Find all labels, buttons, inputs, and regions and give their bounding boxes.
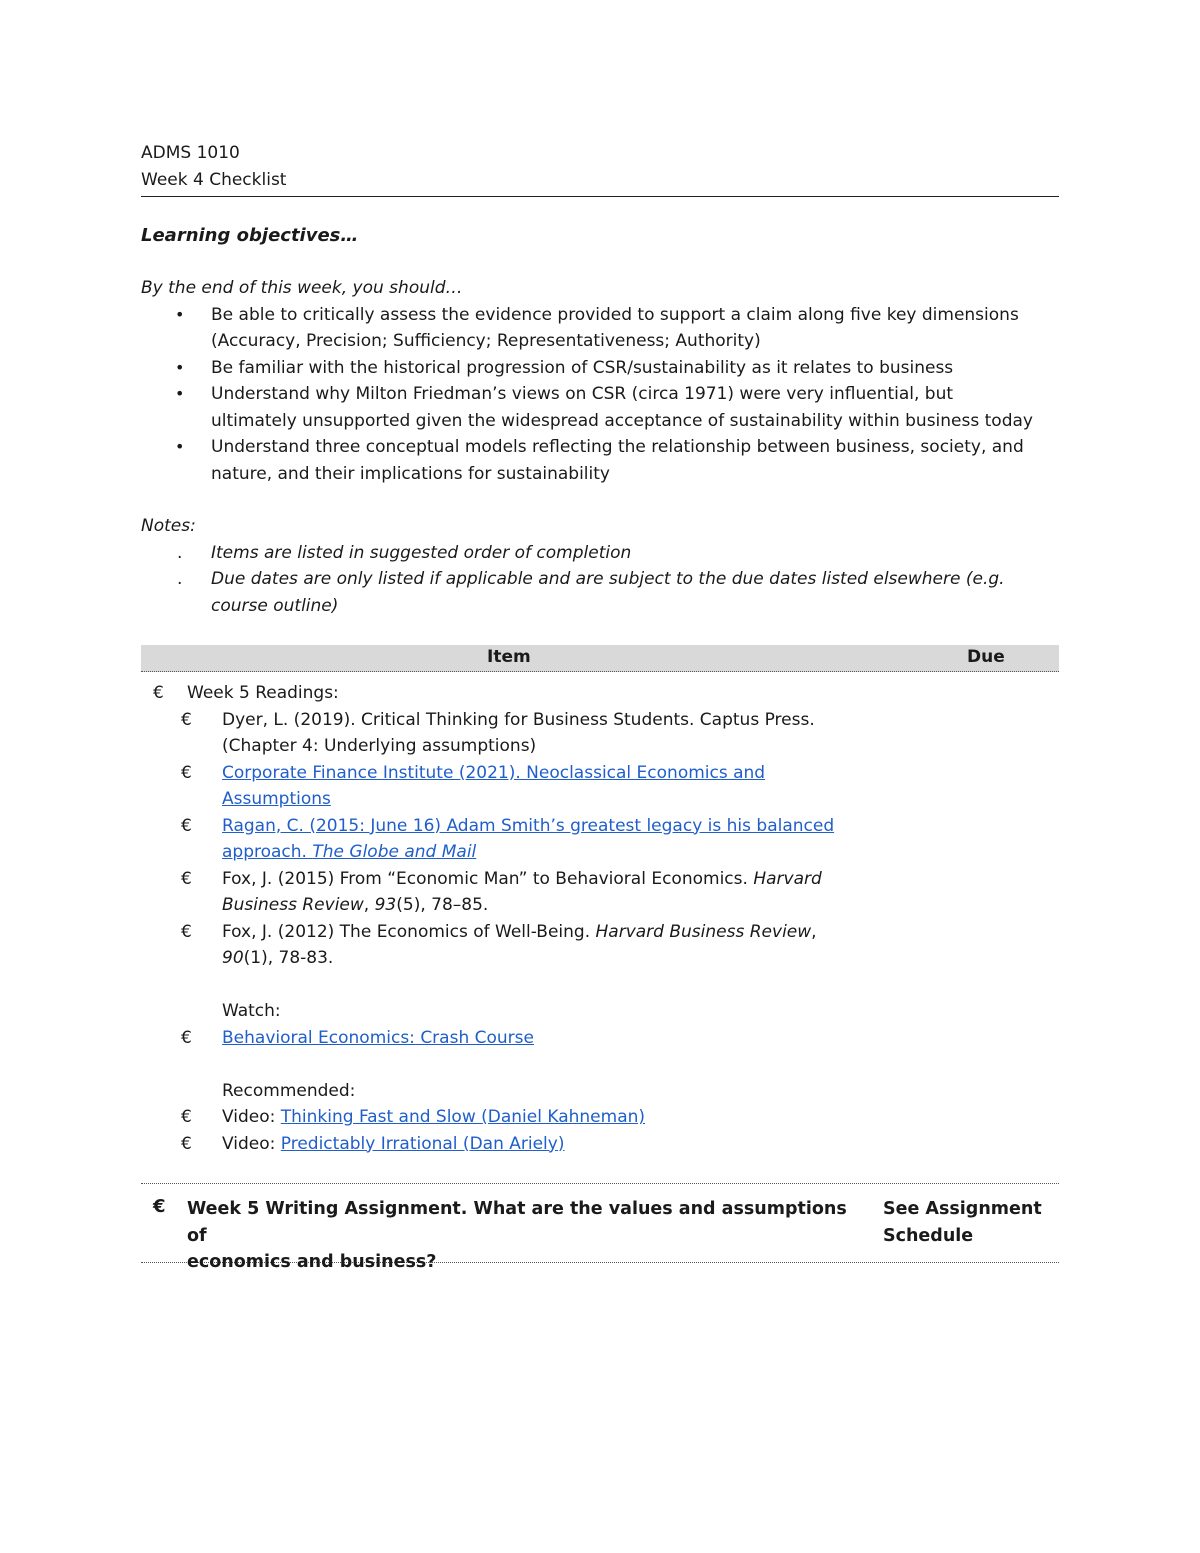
checklist-rows (141, 680, 1059, 1157)
reading-link-cfi[interactable]: Assumptions (222, 789, 331, 809)
objectives-list (141, 302, 1059, 488)
recommended-prefix: Video: (222, 1133, 281, 1154)
recommended-link[interactable]: Thinking Fast and Slow (Daniel Kahneman) (280, 1107, 646, 1127)
note-text: course outline) (211, 595, 339, 616)
readings-label: Week 5 Readings: (187, 683, 339, 703)
objective-item (141, 434, 1059, 487)
checkbox-icon[interactable]: € (181, 762, 192, 783)
recommended-item (141, 1131, 1059, 1158)
reading-link-ragan[interactable]: Ragan, C. (2015: June 16) Adam Smith’s greatest legacy is his balanced (222, 815, 835, 836)
course-code: ADMS 1010 (141, 143, 240, 163)
reading-item-fox-2015 (141, 866, 1059, 919)
assignment-row (141, 1183, 1059, 1272)
checkbox-icon[interactable]: € (181, 1027, 192, 1048)
checkbox-icon[interactable]: € (181, 1133, 192, 1154)
readings-group (141, 680, 1059, 707)
checkbox-icon[interactable]: € (181, 1107, 192, 1127)
assignment-due-line: Schedule (883, 1225, 974, 1246)
assignment-title-line: economics and business? (187, 1252, 437, 1272)
reading-link-ragan[interactable] (222, 842, 476, 862)
notes-list (141, 540, 1059, 620)
reading-text: (Chapter 4: Underlying assumptions) (222, 736, 537, 756)
bullet-icon: • (175, 357, 185, 377)
recommended-label-text: Recommended: (222, 1080, 356, 1101)
watch-item (141, 1025, 1059, 1052)
checkbox-icon[interactable]: € (153, 683, 164, 703)
assignment-due-line: See Assignment (883, 1199, 1042, 1219)
checkbox-icon[interactable]: € (153, 1196, 166, 1217)
journal-name: Business Review (222, 895, 364, 915)
objective-item (141, 381, 1059, 434)
reading-text: , (363, 895, 375, 915)
note-text: Items are listed in suggested order of completion (211, 542, 632, 563)
note-item (141, 566, 1059, 619)
reading-text: , (811, 921, 817, 942)
bullet-icon: • (175, 304, 185, 324)
objective-item (141, 355, 1059, 382)
header-divider (141, 196, 1059, 197)
reading-link-text: approach. (222, 842, 313, 862)
learning-objectives-intro: By the end of this week, you should… (141, 278, 463, 298)
watch-link[interactable]: Behavioral Economics: Crash Course (222, 1027, 534, 1048)
journal-name: Harvard (753, 868, 822, 889)
checklist-table-header (141, 645, 1059, 672)
document-page (141, 140, 1059, 1272)
checkbox-icon[interactable]: € (181, 815, 192, 836)
watch-label (141, 998, 1059, 1025)
volume: 93 (374, 895, 397, 915)
dot-bullet-icon: . (177, 569, 183, 589)
note-item (141, 540, 1059, 567)
objective-text: ultimately unsupported given the widespread acceptance of sustainability within business today (211, 410, 1033, 431)
reading-link-cfi[interactable]: Corporate Finance Institute (2021). Neoclassical Economics and (222, 762, 766, 783)
publication-name: The Globe and Mail (312, 842, 477, 862)
checkbox-icon[interactable]: € (181, 868, 192, 889)
column-header-due: Due (967, 647, 1005, 667)
recommended-item (141, 1104, 1059, 1131)
dot-bullet-icon: . (177, 542, 183, 563)
watch-label-text: Watch: (222, 1001, 281, 1021)
document-subtitle: Week 4 Checklist (141, 169, 287, 190)
volume: 90 (222, 948, 244, 968)
objective-text: Understand three conceptual models reflecting the relationship between business, society, and (211, 437, 1024, 457)
reading-text: Fox, J. (2015) From “Economic Man” to Behavioral Economics. (222, 868, 754, 889)
assignment-due (883, 1196, 1059, 1249)
objective-text: (Accuracy, Precision; Sufficiency; Representativeness; Authority) (211, 331, 761, 351)
recommended-prefix: Video: (222, 1107, 281, 1127)
reading-item-cfi (141, 760, 1059, 813)
assignment-title (187, 1196, 847, 1276)
spacer (141, 972, 1059, 999)
learning-objectives-heading: Learning objectives… (141, 225, 359, 246)
assignment-title-line: Week 5 Writing Assignment. What are the values and assumptions of (187, 1199, 847, 1246)
recommended-link[interactable]: Predictably Irrational (Dan Ariely) (280, 1133, 565, 1154)
bullet-icon: • (175, 384, 185, 403)
journal-name: Harvard Business Review (595, 921, 812, 942)
notes-heading: Notes: (141, 516, 196, 536)
objective-item (141, 302, 1059, 355)
column-header-item: Item (487, 647, 531, 667)
reading-item-dyer (141, 707, 1059, 760)
note-text: Due dates are only listed if applicable and are subject to the due dates listed elsewhere (e.g. (211, 569, 1005, 589)
spacer (141, 1051, 1059, 1078)
recommended-label (141, 1078, 1059, 1105)
checkbox-icon[interactable]: € (181, 921, 192, 942)
reading-text: (1), 78-83. (243, 948, 334, 968)
reading-item-fox-2012 (141, 919, 1059, 972)
objective-text: nature, and their implications for sustainability (211, 463, 610, 484)
reading-text: (5), 78–85. (396, 895, 489, 915)
reading-text: Dyer, L. (2019). Critical Thinking for Business Students. Captus Press. (222, 709, 815, 730)
bullet-icon: • (175, 437, 185, 456)
checkbox-icon[interactable]: € (181, 709, 192, 730)
objective-text: Be familiar with the historical progression of CSR/sustainability as it relates to business (211, 357, 954, 378)
reading-item-ragan (141, 813, 1059, 866)
objective-text: Understand why Milton Friedman’s views on CSR (circa 1971) were very influential, but (211, 384, 954, 404)
objective-text: Be able to critically assess the evidence provided to support a claim along five key dimensions (211, 304, 1019, 325)
reading-text: Fox, J. (2012) The Economics of Well-Being. (222, 921, 596, 942)
